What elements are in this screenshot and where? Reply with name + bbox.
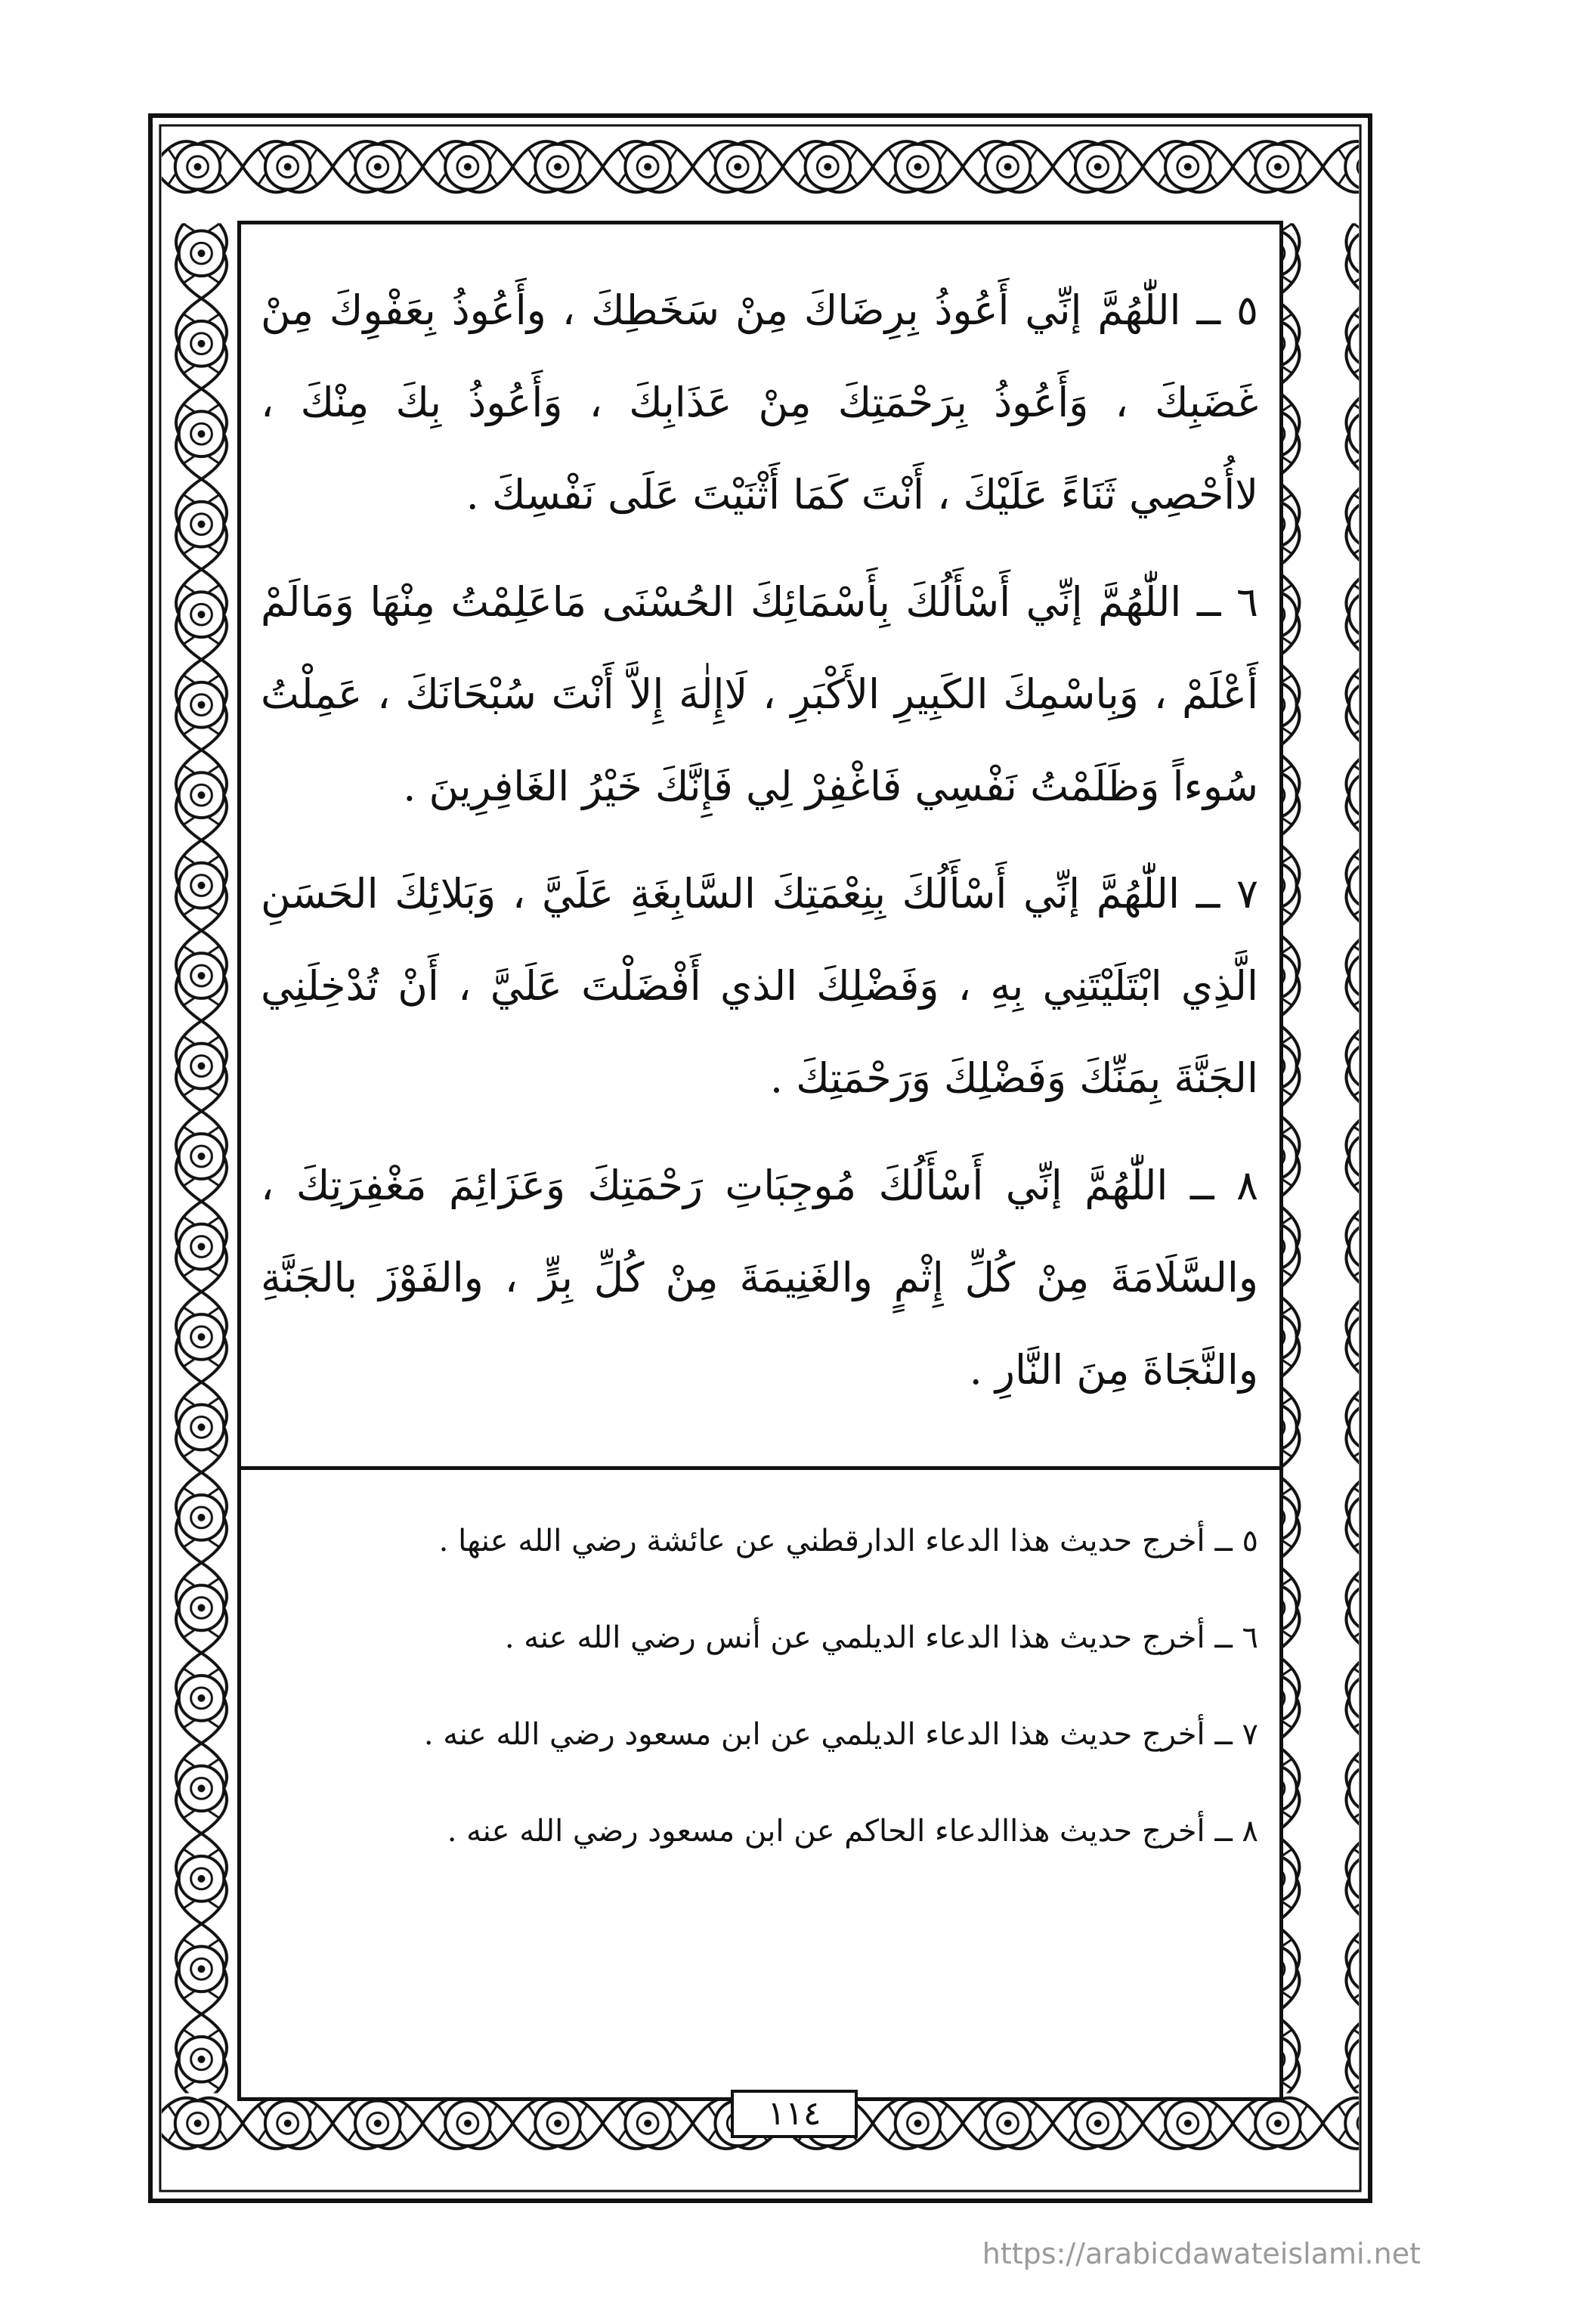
footnote-7: ٧ ــ أخرج حديث هذا الدعاء الديلمي عن ابن مسعود رضي الله عنه . <box>423 1717 1258 1752</box>
source-url-watermark: https://arabicdawateislami.net <box>982 2237 1421 2270</box>
page-number: ١١٤ <box>731 2090 858 2138</box>
dua-paragraph-5: ٥ ــ اللّٰهُمَّ إنِّي أَعُوذُ بِرِضَاكَ مِنْ سَخَطِكَ ، وأَعُوذُ بِعَفْوِكَ مِنْ غَضَبِكَ ، وَأَعُوذُ بِرَحْمَتِكَ مِنْ عَذَابِكَ ، وَأَعُوذُ بِكَ مِنْكَ ، لاأُحْصِي ثَنَاءً عَلَيْكَ ، أَنْتَ كَمَا أَثْنَيْتَ عَلَى نَفْسِكَ . <box>261 286 1258 518</box>
footnote-5: ٥ ــ أخرج حديث هذا الدعاء الدارقطني عن عائشة رضي الله عنها . <box>438 1524 1258 1558</box>
main-text <box>261 265 1258 1431</box>
dua-paragraph-8: ٨ ــ اللّٰهُمَّ إنِّي أَسْأَلُكَ مُوجِبَاتِ رَحْمَتِكَ وَعَزَائِمَ مَغْفِرَتِكَ ، والسَّلَامَةَ مِنْ كُلِّ إِثْمٍ والغَنِيمَةَ مِنْ كُلِّ بِرٍّ ، والفَوْزَ بالجَنَّةِ والنَّجَاةَ مِنَ النَّارِ . <box>261 1162 1258 1394</box>
footnote-6: ٦ ــ أخرج حديث هذا الدعاء الديلمي عن أنس رضي الله عنه . <box>504 1620 1258 1655</box>
dua-paragraph-6: ٦ ــ اللّٰهُمَّ إنِّي أَسْأَلُكَ بِأَسْمَائِكَ الحُسْنَى مَاعَلِمْتُ مِنْهَا وَمَالَمْ أَعْلَمْ ، وَبِاسْمِكَ الكَبِيرِ الأَكْبَرِ ، لَاإِلٰهَ إِلاَّ أَنْتَ سُبْحَانَكَ ، عَمِلْتُ سُوءاً وَظَلَمْتُ نَفْسِي فَاغْفِرْ لِي فَإِنَّكَ خَيْرُ الغَافِرِينَ . <box>261 578 1258 810</box>
footnotes <box>261 1500 1258 1887</box>
footnote-separator <box>237 1466 1283 1470</box>
footnote-8: ٨ ــ أخرج حديث هذاالدعاء الحاكم عن ابن مسعود رضي الله عنه . <box>447 1814 1258 1849</box>
dua-paragraph-7: ٧ ــ اللّٰهُمَّ إنِّي أَسْأَلُكَ بِنِعْمَتِكَ السَّابِغَةِ عَلَيَّ ، وَبَلائِكَ الحَسَنِ الَّذِي ابْتَلَيْتَنِي بِهِ ، وَفَضْلِكَ الذي أَفْضَلْتَ عَلَيَّ ، أَنْ تُدْخِلَنِي الجَنَّةَ بِمَنِّكَ وَفَضْلِكَ وَرَحْمَتِكَ . <box>261 870 1258 1102</box>
